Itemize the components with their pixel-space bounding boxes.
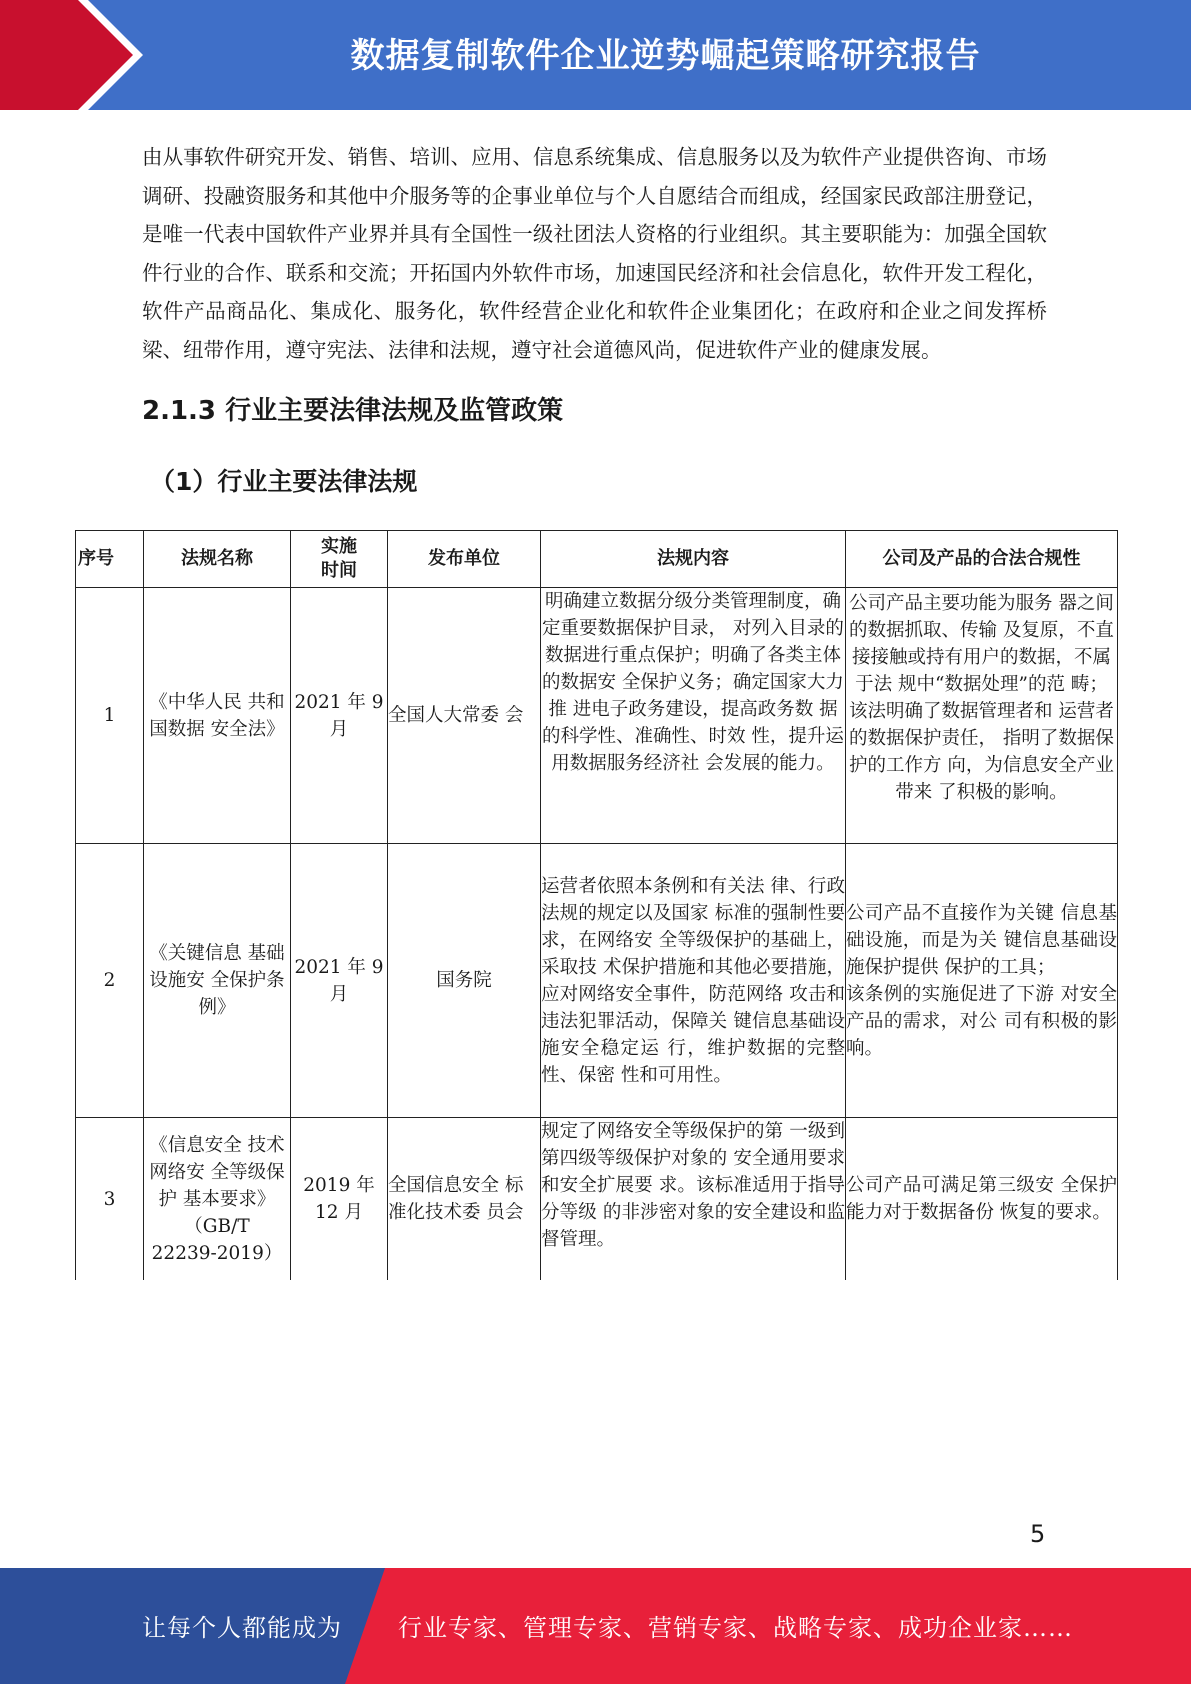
table-row (76, 588, 1118, 844)
cell-unit: 全国人大常委 会 (388, 588, 541, 844)
column-header-content: 法规内容 (541, 531, 846, 588)
chevron-arrow-icon (0, 0, 150, 110)
column-header-unit: 发布单位 (388, 531, 541, 588)
cell-name-tail: 22239-2019） (151, 1242, 283, 1264)
cell-num: 3 (76, 1118, 144, 1281)
column-header-name: 法规名称 (144, 531, 291, 588)
cell-name: 《关键信息 基础设施安 全保护条 例》 (144, 844, 291, 1118)
column-header-date (291, 531, 388, 588)
table-header-row (76, 531, 1118, 588)
report-title: 数据复制软件企业逆势崛起策略研究报告 (350, 36, 981, 76)
cell-date: 2021 年 9 月 (291, 588, 388, 844)
footer-slogan-right: 行业专家、管理专家、营销专家、战略专家、成功企业家…… (398, 1614, 1073, 1642)
cell-compliance (846, 844, 1118, 1118)
cell-name (144, 1118, 291, 1281)
sub-heading: （1）行业主要法律法规 (150, 467, 418, 496)
page-header-banner (0, 0, 1191, 110)
column-header-date-line1: 实施 (321, 536, 357, 557)
section-heading: 2.1.3 行业主要法律法规及监管政策 (142, 396, 564, 426)
table-row (76, 844, 1118, 1118)
cell-content: 规定了网络安全等级保护的第 一级到第四级等级保护对象的 安全通用要求和安全扩展要 求。该标准适用于指导分等级 的非涉密对象的安全建设和监 督管理。 (541, 1118, 846, 1281)
cell-name-main: 《信息安全 技术网络安 全等级保护 基本要求》 （GB/T (149, 1134, 285, 1237)
cell-compliance: 公司产品可满足第三级安 全保护能力对于数据备份 恢复的要求。 (846, 1118, 1118, 1281)
cell-num: 2 (76, 844, 144, 1118)
intro-paragraph: 由从事软件研究开发、销售、培训、应用、信息系统集成、信息服务以及为软件产业提供咨询、市场调研、投融资服务和其他中介服务等的企事业单位与个人自愿结合而组成，经国家民政部注册登记，是唯一代表中国软件产业界并具有全国性一级社团法人资格的行业组织。其主要职能为：加强全国软件行业的合作、联系和交流；开拓国内外软件市场，加速国民经济和社会信息化，软件开发工程化，软件产品商品化、集成化、服务化，软件经营企业化和软件企业集团化；在政府和企业之间发挥桥梁、纽带作用，遵守宪法、法律和法规，遵守社会道德风尚，促进软件产业的健康发展。 (142, 145, 1047, 362)
column-header-compliance: 公司及产品的合法合规性 (846, 531, 1118, 588)
cell-date: 2021 年 9 月 (291, 844, 388, 1118)
table-row (76, 1118, 1118, 1281)
page-footer-banner (0, 1568, 1191, 1684)
regulations-table (75, 530, 1118, 1280)
compliance-line-2: 该条例的实施促进了下游 对安全产品的需求，对公 司有积极的影响。 (846, 983, 1117, 1059)
cell-content: 明确建立数据分级分类管理制度，确定重要数据保护目录， 对列入目录的数据进行重点保护；明确了各类主体的数据安 全保护义务；确定国家大力推 进电子政务建设，提高政务数 据的科学性、准确性、时效 性，提升运用数据服务经济社 会发展的能力。 (541, 588, 846, 844)
page-number: 5 (1030, 1520, 1046, 1548)
footer-slogan-left: 让每个人都能成为 (142, 1614, 342, 1642)
cell-compliance: 公司产品主要功能为服务 器之间的数据抓取、传输 及复原，不直接接触或持有用户的数据，不属于法 规中“数据处理”的范 畴； 该法明确了数据管理者和 运营者的数据保护责任， 指明了数据保护的工作方 向，为信息安全产业带来 了积极的影响。 (846, 588, 1118, 844)
cell-date: 2019 年 12 月 (291, 1118, 388, 1281)
column-header-date-line2: 时间 (321, 560, 357, 581)
compliance-line-1: 公司产品不直接作为关键 信息基础设施，而是为关 键信息基础设施保护提供 保护的工具； (846, 902, 1117, 978)
cell-unit: 国务院 (388, 844, 541, 1118)
cell-num: 1 (76, 588, 144, 844)
cell-unit: 全国信息安全 标准化技术委 员会 (388, 1118, 541, 1281)
column-header-num: 序号 (76, 531, 144, 588)
cell-content: 运营者依照本条例和有关法 律、行政法规的规定以及国家 标准的强制性要求，在网络安 全等级保护的基础上，采取技 术保护措施和其他必要措施， 应对网络安全事件，防范网络 攻击和违法犯罪活动，保障关 键信息基础设施安全稳定运 行，维护数据的完整性、保密 性和可用性。 (541, 844, 846, 1118)
cell-name: 《中华人民 共和国数据 安全法》 (144, 588, 291, 844)
